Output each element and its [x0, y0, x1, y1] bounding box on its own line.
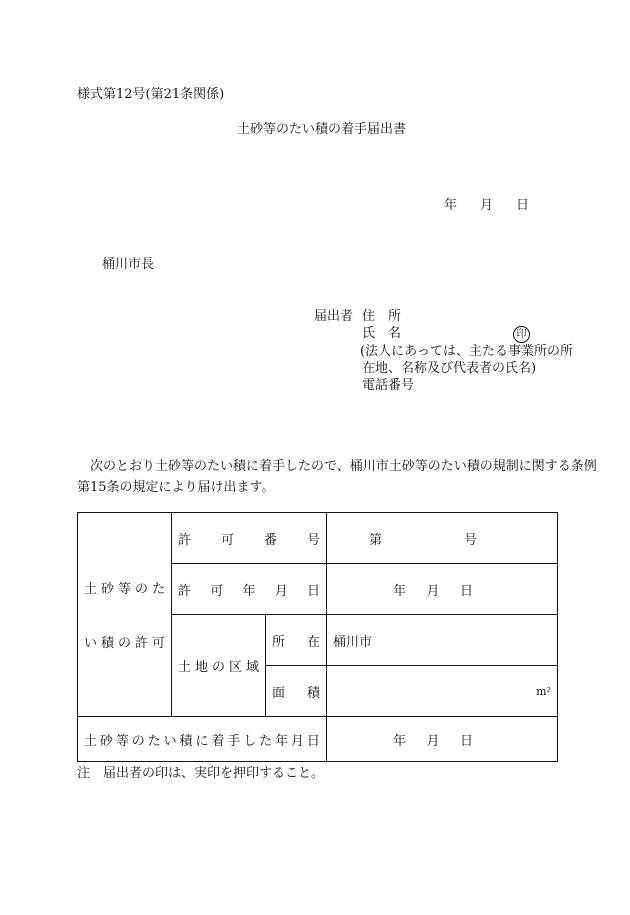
- address-label: 住 所: [362, 309, 402, 324]
- form-number: 様式第12号(第21条関係): [77, 87, 225, 102]
- applicant-note-line2: 在地、名称及び代表者の氏名): [362, 361, 537, 376]
- start-date-value: 年 月 日: [327, 717, 558, 762]
- seal-mark: [513, 326, 530, 343]
- area-unit: m²: [536, 684, 551, 698]
- name-label: 氏 名: [362, 326, 402, 341]
- permit-header-line2: い 積 の 許 可: [84, 636, 165, 651]
- location-value: 桶川市: [327, 615, 558, 666]
- permit-number-value: 第 号: [327, 513, 558, 564]
- body-text-line2: 第15条の規定により届け出ます。: [77, 480, 275, 495]
- permit-header-cell: [78, 513, 172, 717]
- permit-number-label: 許 可 番 号: [172, 513, 327, 564]
- body-text-line1: 次のとおり土砂等のたい積に着手したので、桶川市土砂等のたい積の規制に関する条例: [90, 459, 597, 474]
- date-month: 月: [480, 198, 494, 213]
- area-label: 面 積: [266, 666, 327, 717]
- date-day: 日: [516, 198, 530, 213]
- document-title: 土砂等のたい積の着手届出書: [237, 122, 407, 137]
- land-area-label: 土 地 の 区 域: [172, 615, 266, 717]
- seal-icon: 印: [513, 326, 530, 343]
- start-date-label: 土 砂 等 の た い 積 に 着 手 し た 年 月 日: [78, 717, 327, 762]
- phone-label: 電話番号: [362, 378, 415, 393]
- permit-table: [77, 512, 558, 762]
- applicant-note-line1: (法人にあっては、主たる事業所の所: [360, 344, 573, 359]
- location-label: 所 在: [266, 615, 327, 666]
- permit-date-value: 年 月 日: [327, 564, 558, 615]
- date-year: 年: [444, 198, 458, 213]
- footnote: 注 届出者の印は、実印を押印すること。: [77, 766, 325, 781]
- permit-date-label: 許 可 年 月 日: [172, 564, 327, 615]
- addressee: 桶川市長: [102, 257, 155, 272]
- area-value: [327, 666, 558, 717]
- applicant-label: 届出者: [314, 309, 354, 324]
- permit-header-line1: 土 砂 等 の た: [84, 582, 165, 597]
